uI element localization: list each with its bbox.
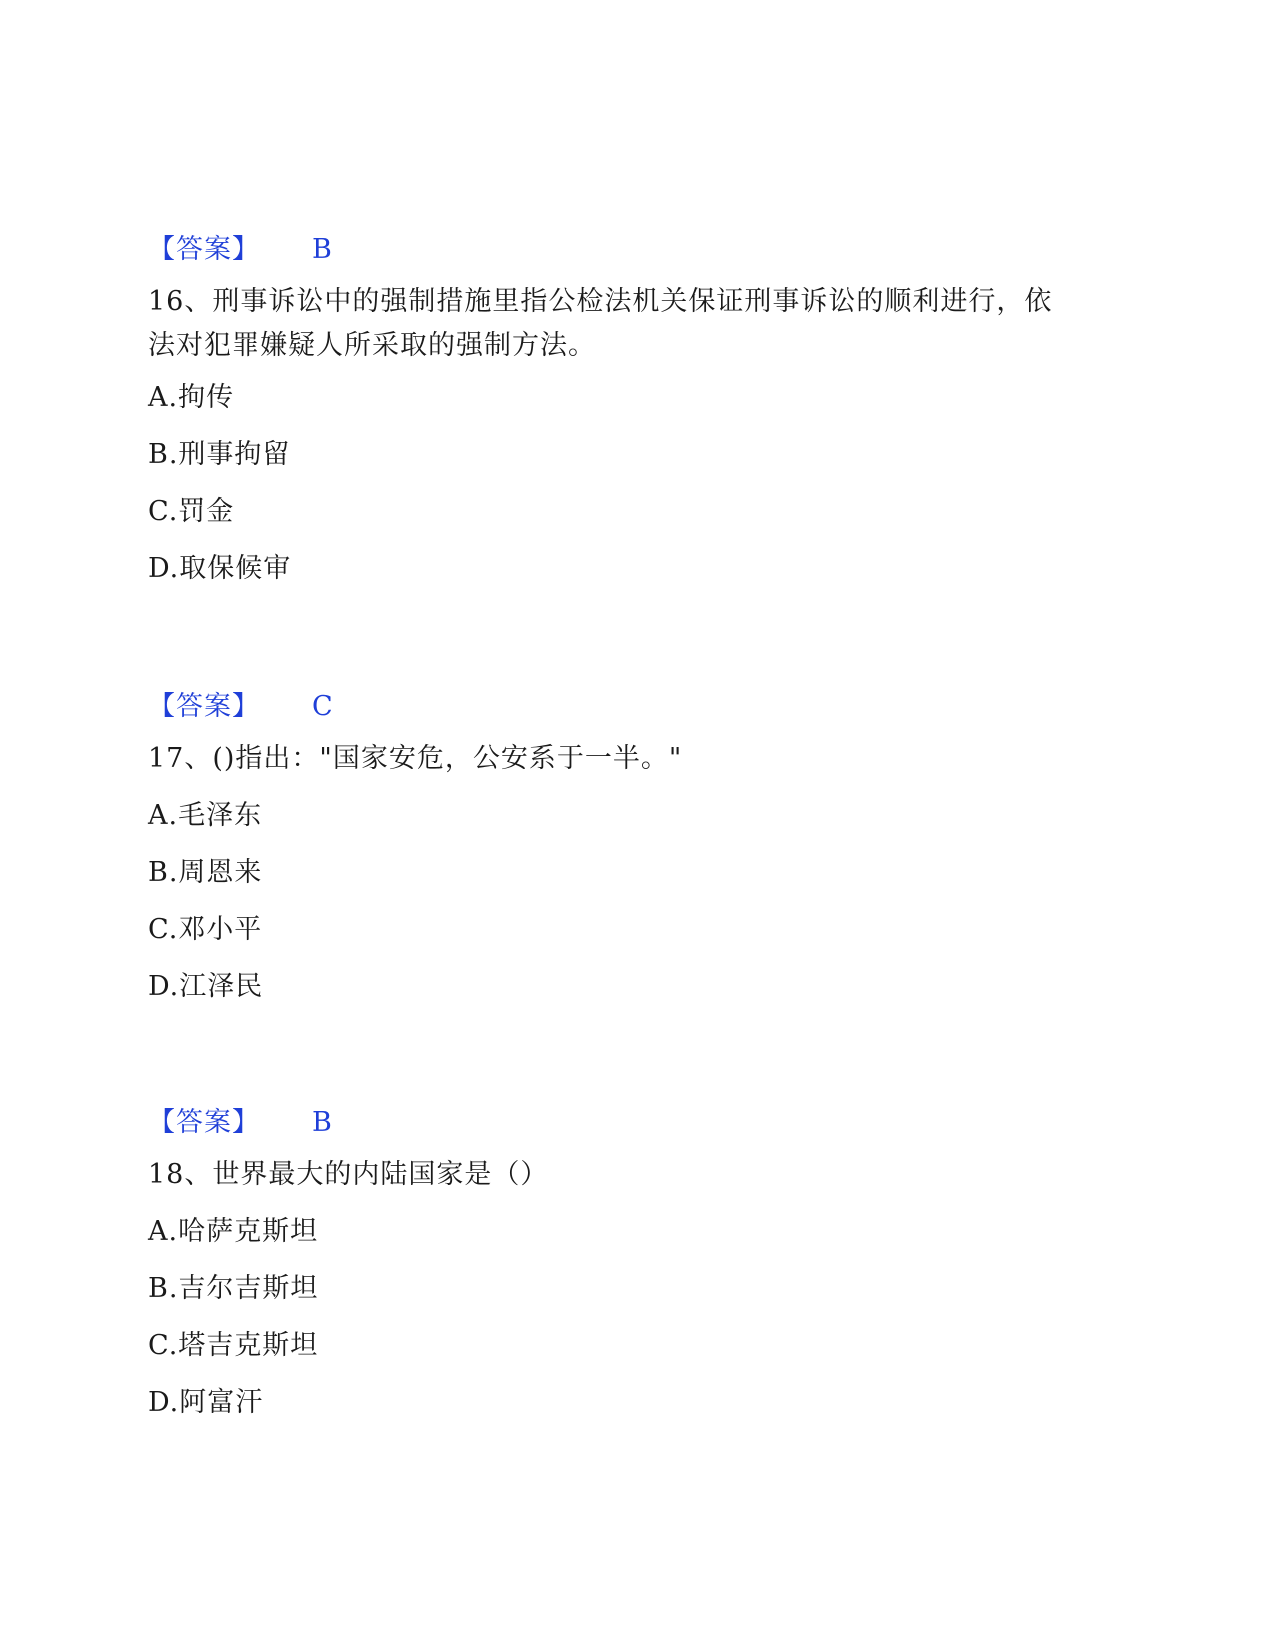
answer-line [148,228,1128,272]
question-text: 18、世界最大的内陆国家是（） [148,1159,549,1190]
option-b: B.吉尔吉斯坦 [148,1273,319,1304]
answer-value: C [312,691,333,722]
option-d: D.江泽民 [148,971,264,1002]
question-text: 16、刑事诉讼中的强制措施里指公检法机关保证刑事诉讼的顺利进行，依法对犯罪嫌疑人所采取的强制方法。 [148,286,1053,361]
option-c: C.塔吉克斯坦 [148,1330,319,1361]
option-a: A.拘传 [148,382,235,413]
question-text: 17、()指出："国家安危，公安系于一半。" [148,743,683,774]
answer-label: 【答案】 [148,1107,260,1138]
answer-value: B [312,1107,332,1138]
answer-value: B [312,234,332,265]
option-d: D.取保候审 [148,553,292,584]
answer-line [148,685,1128,729]
question-block-18 [148,1101,1128,1425]
option-c: C.罚金 [148,496,235,527]
question-block-16 [148,228,1128,591]
option-a: A.毛泽东 [148,800,263,831]
option-b: B.周恩来 [148,857,263,888]
answer-line [148,1101,1128,1145]
answer-label: 【答案】 [148,234,260,265]
option-c: C.邓小平 [148,914,263,945]
answer-label: 【答案】 [148,691,260,722]
option-b: B.刑事拘留 [148,439,291,470]
option-d: D.阿富汗 [148,1387,264,1418]
option-a: A.哈萨克斯坦 [148,1216,319,1247]
question-block-17 [148,685,1128,1009]
